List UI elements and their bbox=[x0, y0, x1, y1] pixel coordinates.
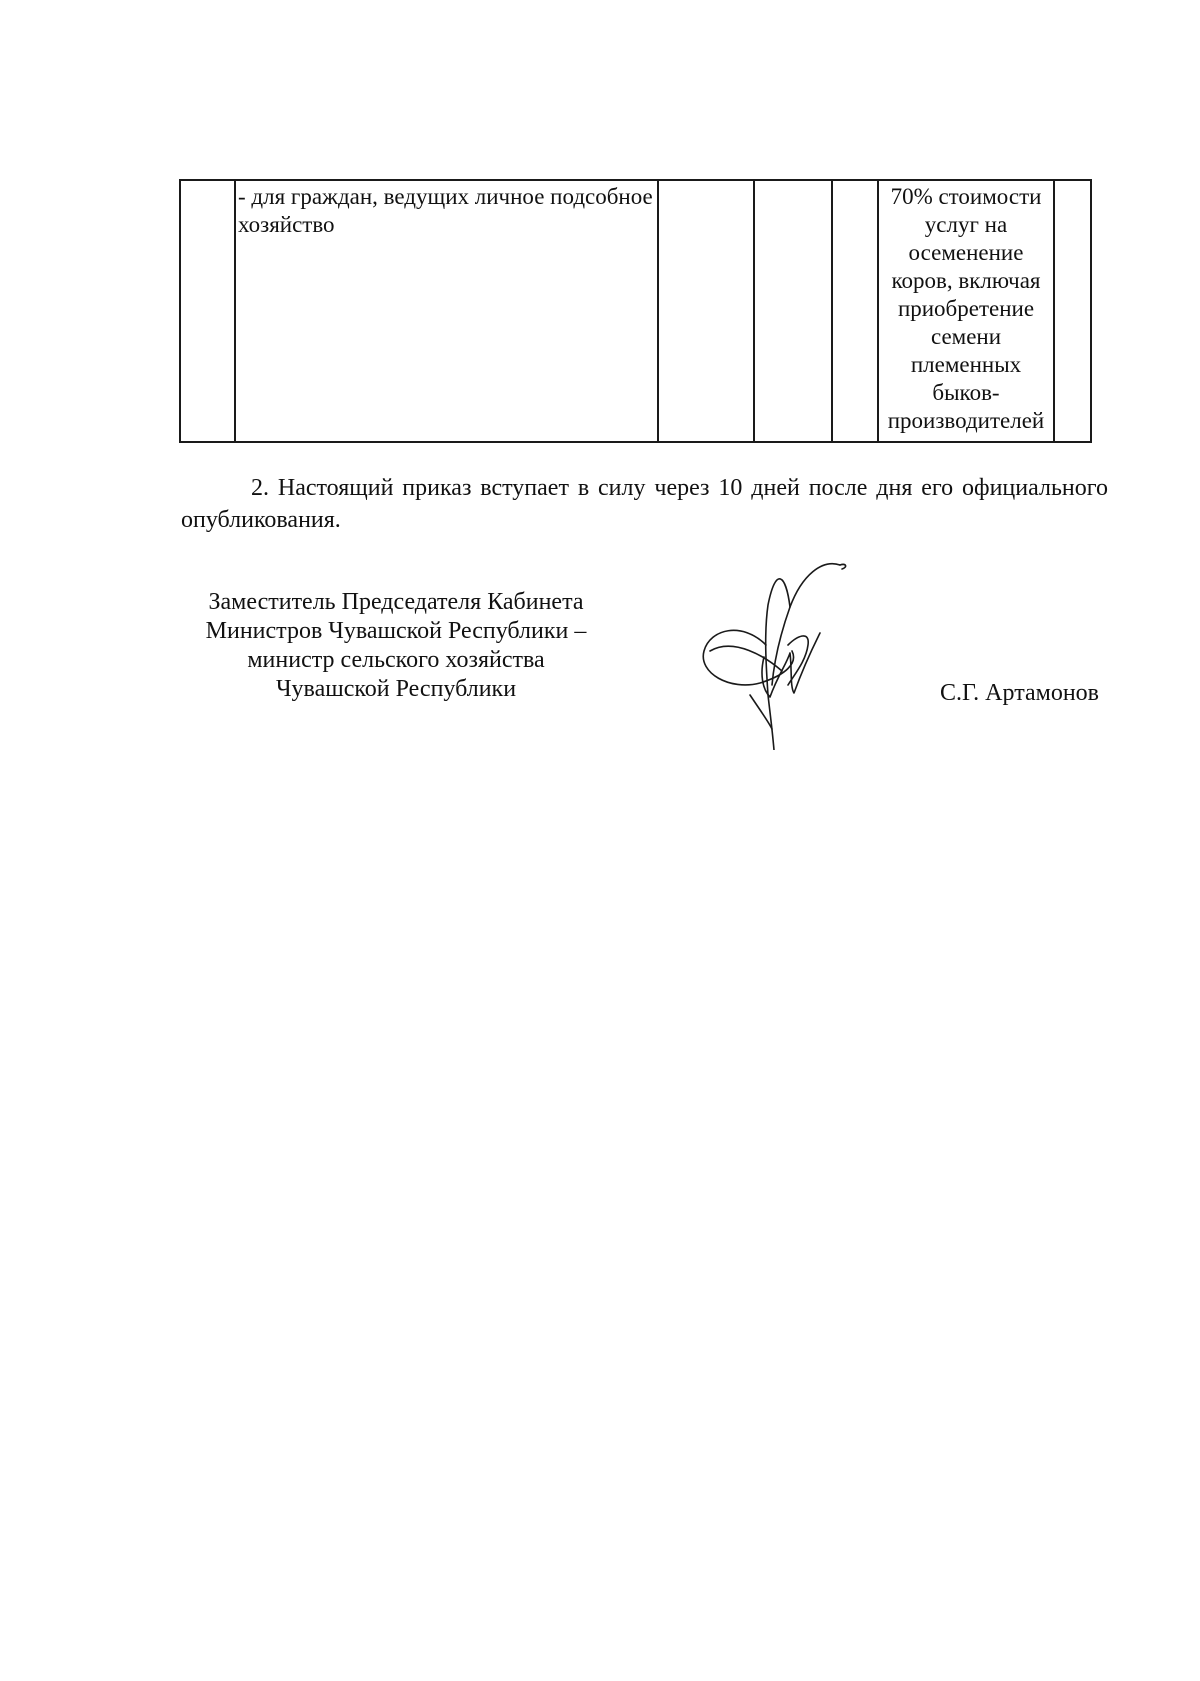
position-line: министр сельского хозяйства bbox=[247, 647, 545, 673]
position-line: Заместитель Председателя Кабинета bbox=[208, 589, 584, 615]
table-cell-empty bbox=[1054, 180, 1091, 442]
signatory-name: С.Г. Артамонов bbox=[940, 680, 1099, 706]
effective-date-paragraph: 2. Настоящий приказ вступает в силу через 10 дней после дня его официального опубликования. bbox=[181, 475, 1108, 533]
rate-line: племенных bbox=[910, 352, 1022, 377]
table-cell-number bbox=[180, 180, 235, 442]
rate-line: осеменение bbox=[908, 240, 1024, 265]
table-cell-rate bbox=[878, 180, 1054, 442]
table-cell-empty bbox=[832, 180, 878, 442]
rate-line: семени bbox=[930, 324, 1002, 349]
subsidy-table-fragment bbox=[179, 179, 1092, 443]
table-rate-text bbox=[879, 181, 1053, 435]
rate-line: приобретение bbox=[897, 296, 1035, 321]
table-cell-empty bbox=[658, 180, 754, 442]
position-line: Чувашской Республики bbox=[275, 676, 517, 702]
handwritten-signature bbox=[690, 545, 880, 750]
table-row bbox=[180, 180, 1091, 442]
signatory-position bbox=[176, 588, 616, 704]
rate-line: 70% стоимости bbox=[890, 184, 1042, 209]
table-cell-item bbox=[235, 180, 658, 442]
rate-line: производителей bbox=[887, 408, 1045, 433]
rate-line: быков- bbox=[932, 380, 1000, 405]
position-line: Министров Чувашской Республики – bbox=[205, 618, 587, 644]
rate-line: услуг на bbox=[924, 212, 1008, 237]
table-cell-empty bbox=[754, 180, 832, 442]
rate-line: коров, включая bbox=[891, 268, 1041, 293]
table-item-text: - для граждан, ведущих личное подсобное хозяйство bbox=[238, 184, 653, 237]
